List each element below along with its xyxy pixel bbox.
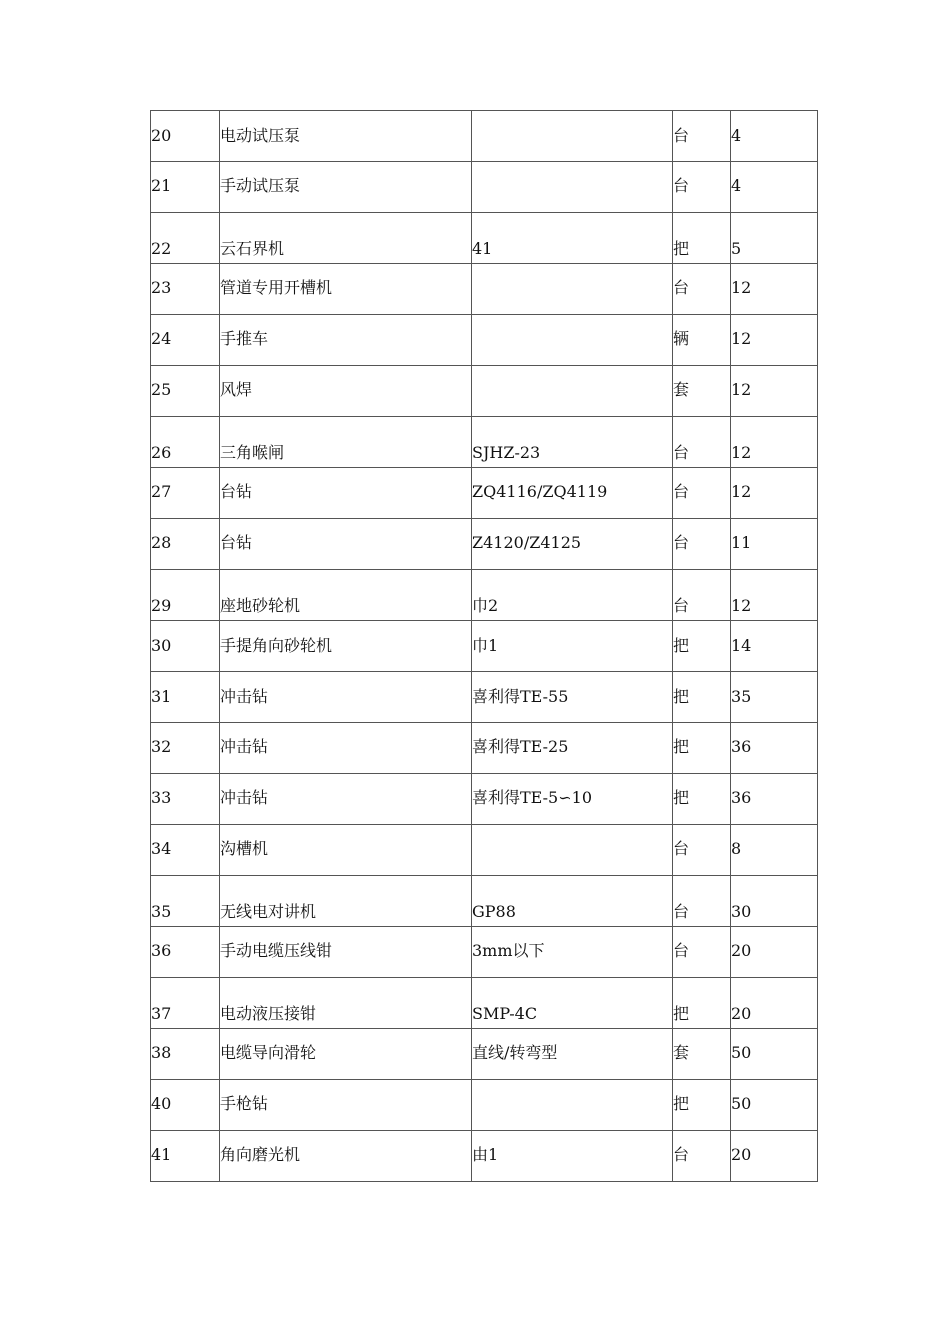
table-row: [151, 417, 818, 468]
model-spec-cell: [472, 825, 673, 876]
row-number-cell: 29: [151, 570, 220, 621]
model-spec-cell: SMP-4C: [472, 978, 673, 1029]
equipment-name-cell: 手提角向砂轮机: [220, 621, 472, 672]
model-spec-cell: 41: [472, 213, 673, 264]
row-number-cell: 27: [151, 468, 220, 519]
table-row: [151, 1029, 818, 1080]
equipment-name-cell: 座地砂轮机: [220, 570, 472, 621]
model-spec-cell: 巾2: [472, 570, 673, 621]
row-number-cell: 26: [151, 417, 220, 468]
model-spec-cell: [472, 1080, 673, 1131]
model-spec-cell: 喜利得TE-25: [472, 723, 673, 774]
equipment-name-cell: 无线电对讲机: [220, 876, 472, 927]
row-number-cell: 30: [151, 621, 220, 672]
table-row: [151, 978, 818, 1029]
row-number-cell: 35: [151, 876, 220, 927]
row-number-cell: 28: [151, 519, 220, 570]
equipment-name-cell: 三角喉闸: [220, 417, 472, 468]
quantity-cell: 12: [731, 570, 818, 621]
table-row: [151, 825, 818, 876]
unit-cell: 台: [673, 876, 731, 927]
quantity-cell: 36: [731, 723, 818, 774]
unit-cell: 台: [673, 570, 731, 621]
row-number-cell: 22: [151, 213, 220, 264]
unit-cell: 台: [673, 1131, 731, 1182]
equipment-table: [150, 110, 818, 1182]
model-spec-cell: 巾1: [472, 621, 673, 672]
table-row: [151, 927, 818, 978]
quantity-cell: 12: [731, 468, 818, 519]
quantity-cell: 20: [731, 927, 818, 978]
model-spec-cell: SJHZ-23: [472, 417, 673, 468]
equipment-name-cell: 冲击钻: [220, 774, 472, 825]
table-row: [151, 876, 818, 927]
table-row: [151, 672, 818, 723]
quantity-cell: 4: [731, 162, 818, 213]
row-number-cell: 38: [151, 1029, 220, 1080]
equipment-name-cell: 手推车: [220, 315, 472, 366]
quantity-cell: 30: [731, 876, 818, 927]
quantity-cell: 20: [731, 1131, 818, 1182]
unit-cell: 套: [673, 1029, 731, 1080]
quantity-cell: 4: [731, 111, 818, 162]
equipment-name-cell: 风焊: [220, 366, 472, 417]
unit-cell: 台: [673, 111, 731, 162]
model-spec-cell: 喜利得TE-55: [472, 672, 673, 723]
equipment-name-cell: 手动试压泵: [220, 162, 472, 213]
equipment-name-cell: 角向磨光机: [220, 1131, 472, 1182]
model-spec-cell: ZQ4116/ZQ4119: [472, 468, 673, 519]
row-number-cell: 40: [151, 1080, 220, 1131]
model-spec-cell: 由1: [472, 1131, 673, 1182]
row-number-cell: 25: [151, 366, 220, 417]
quantity-cell: 5: [731, 213, 818, 264]
row-number-cell: 24: [151, 315, 220, 366]
row-number-cell: 34: [151, 825, 220, 876]
equipment-table-body: [151, 111, 818, 1182]
quantity-cell: 14: [731, 621, 818, 672]
model-spec-cell: Z4120/Z4125: [472, 519, 673, 570]
equipment-name-cell: 管道专用开槽机: [220, 264, 472, 315]
quantity-cell: 35: [731, 672, 818, 723]
quantity-cell: 8: [731, 825, 818, 876]
row-number-cell: 32: [151, 723, 220, 774]
table-row: [151, 621, 818, 672]
model-spec-cell: [472, 366, 673, 417]
table-row: [151, 723, 818, 774]
table-row: [151, 111, 818, 162]
equipment-name-cell: 台钻: [220, 519, 472, 570]
unit-cell: 把: [673, 213, 731, 264]
equipment-name-cell: 沟槽机: [220, 825, 472, 876]
equipment-name-cell: 电动液压接钳: [220, 978, 472, 1029]
equipment-name-cell: 电动试压泵: [220, 111, 472, 162]
quantity-cell: 12: [731, 366, 818, 417]
equipment-name-cell: 冲击钻: [220, 723, 472, 774]
equipment-name-cell: 手枪钻: [220, 1080, 472, 1131]
row-number-cell: 36: [151, 927, 220, 978]
quantity-cell: 12: [731, 417, 818, 468]
model-spec-cell: [472, 264, 673, 315]
quantity-cell: 50: [731, 1029, 818, 1080]
row-number-cell: 41: [151, 1131, 220, 1182]
row-number-cell: 37: [151, 978, 220, 1029]
quantity-cell: 12: [731, 315, 818, 366]
table-row: [151, 468, 818, 519]
unit-cell: 台: [673, 468, 731, 519]
table-row: [151, 774, 818, 825]
table-row: [151, 213, 818, 264]
unit-cell: 把: [673, 774, 731, 825]
table-row: [151, 315, 818, 366]
unit-cell: 把: [673, 621, 731, 672]
model-spec-cell: 直线/转弯型: [472, 1029, 673, 1080]
table-row: [151, 1080, 818, 1131]
unit-cell: 把: [673, 978, 731, 1029]
row-number-cell: 33: [151, 774, 220, 825]
row-number-cell: 23: [151, 264, 220, 315]
unit-cell: 把: [673, 1080, 731, 1131]
table-row: [151, 162, 818, 213]
quantity-cell: 20: [731, 978, 818, 1029]
table-row: [151, 366, 818, 417]
unit-cell: 台: [673, 927, 731, 978]
table-row: [151, 264, 818, 315]
quantity-cell: 36: [731, 774, 818, 825]
model-spec-cell: [472, 315, 673, 366]
model-spec-cell: [472, 111, 673, 162]
model-spec-cell: 喜利得TE-5∽10: [472, 774, 673, 825]
unit-cell: 辆: [673, 315, 731, 366]
model-spec-cell: GP88: [472, 876, 673, 927]
quantity-cell: 12: [731, 264, 818, 315]
equipment-name-cell: 云石界机: [220, 213, 472, 264]
equipment-name-cell: 手动电缆压线钳: [220, 927, 472, 978]
unit-cell: 套: [673, 366, 731, 417]
model-spec-cell: 3mm以下: [472, 927, 673, 978]
unit-cell: 台: [673, 417, 731, 468]
equipment-name-cell: 台钻: [220, 468, 472, 519]
unit-cell: 台: [673, 264, 731, 315]
table-row: [151, 1131, 818, 1182]
unit-cell: 把: [673, 672, 731, 723]
table-row: [151, 519, 818, 570]
row-number-cell: 31: [151, 672, 220, 723]
quantity-cell: 11: [731, 519, 818, 570]
row-number-cell: 21: [151, 162, 220, 213]
equipment-name-cell: 电缆导向滑轮: [220, 1029, 472, 1080]
unit-cell: 台: [673, 162, 731, 213]
row-number-cell: 20: [151, 111, 220, 162]
model-spec-cell: [472, 162, 673, 213]
equipment-name-cell: 冲击钻: [220, 672, 472, 723]
quantity-cell: 50: [731, 1080, 818, 1131]
unit-cell: 台: [673, 519, 731, 570]
table-row: [151, 570, 818, 621]
unit-cell: 台: [673, 825, 731, 876]
unit-cell: 把: [673, 723, 731, 774]
